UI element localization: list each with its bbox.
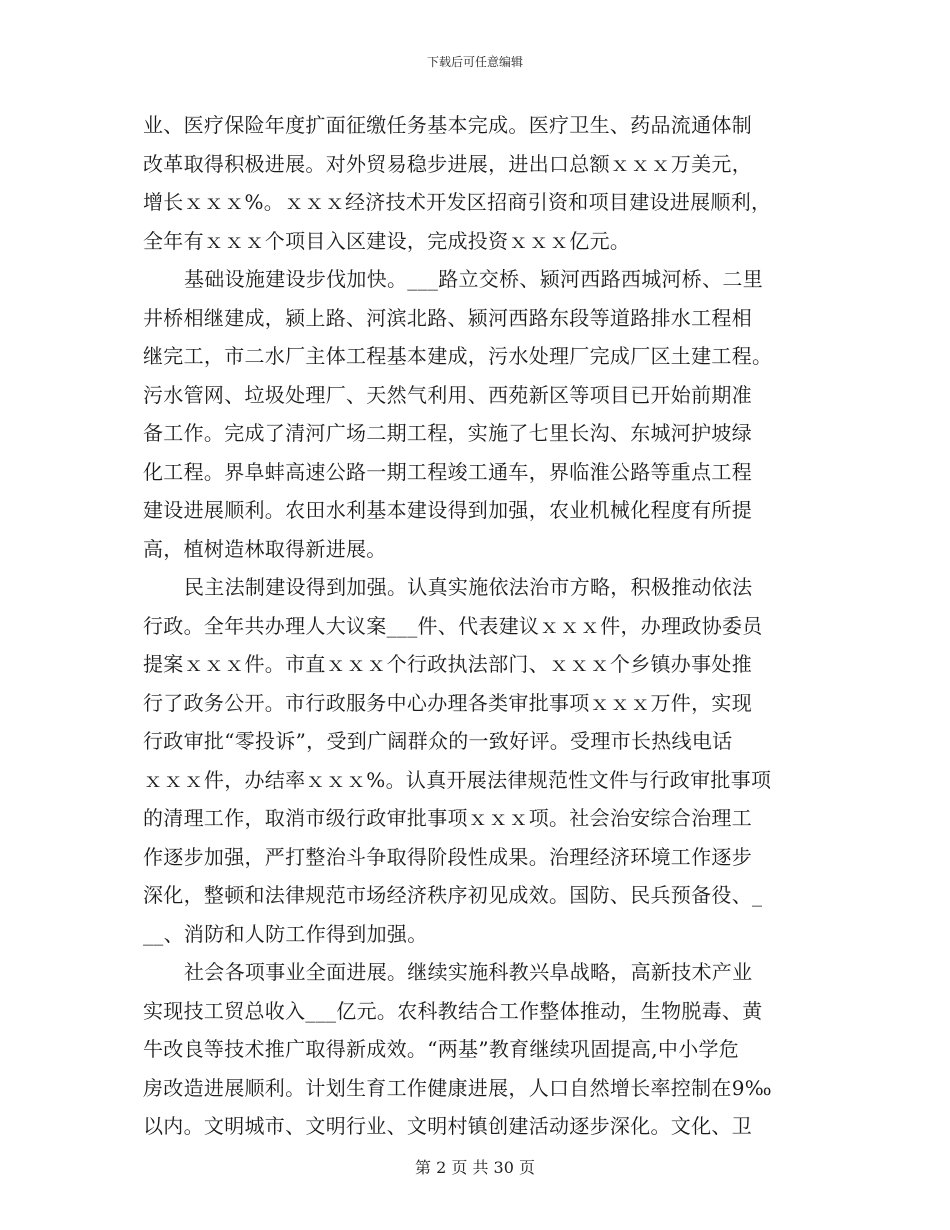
text-line: 改革取得积极进展。对外贸易稳步进展，进出口总额ｘｘｘ万美元， (143, 151, 752, 176)
page-header-note: 下载后可任意编辑 (426, 55, 523, 69)
text-line: 全年有ｘｘｘ个项目入区建设，完成投资ｘｘｘ亿元。 (143, 228, 631, 253)
text-line: 民主法制建设得到加强。认真实施依法治市方略，积极推动依法 (184, 575, 753, 599)
text-line: 提案ｘｘｘ件。市直ｘｘｘ个行政执法部门、ｘｘｘ个乡镇办事处推 (143, 652, 752, 676)
text-line: 化工程。界阜蚌高速公路一期工程竣工通车，界临淮公路等重点工程 (143, 459, 752, 484)
text-line: 深化，整顿和法律规范市场经济秩序初见成效。国防、民兵预备役、_ (143, 883, 763, 907)
text-line: 作逐步加强，严打整治斗争取得阶段性成果。治理经济环境工作逐步 (143, 844, 752, 869)
text-line: ｘｘｘ件，办结率ｘｘｘ%。认真开展法律规范性文件与行政审批事项 (143, 767, 772, 792)
text-line: 继完工，市二水厂主体工程基本建成，污水处理厂完成厂区土建工程。 (143, 344, 773, 368)
text-line: 备工作。完成了清河广场二期工程，实施了七里长沟、东城河护坡绿 (143, 421, 752, 445)
text-line: 牛改良等技术推广取得新成效。“两基”教育继续巩固提高,中小学危 (143, 1037, 740, 1061)
text-line: 房改造进展顺利。计划生育工作健康进展，人口自然增长率控制在9‰ (143, 1075, 772, 1100)
text-line: 高，植树造林取得新进展。 (143, 536, 387, 561)
text-line: 行政。全年共办理人大议案___件、代表建议ｘｘｘ件，办理政协委员 (143, 613, 763, 638)
text-line: 实现技工贸总收入___亿元。农科教结合工作整体推动，生物脱毒、黄 (143, 998, 763, 1023)
text-line: 行政审批“零投诉”，受到广阔群众的一致好评。受理市长热线电话 (143, 729, 733, 753)
text-line: 增长ｘｘｘ%。ｘｘｘ经济技术开发区招商引资和项目建设进展顺利， (143, 190, 772, 214)
text-line: 污水管网、垃圾处理厂、天然气利用、西苑新区等项目已开始前期准 (143, 382, 752, 407)
text-line: 基础设施建设步伐加快。___路立交桥、颍河西路西城河桥、二里 (184, 267, 763, 291)
text-line: 行了政务公开。市行政服务中心办理各类审批事项ｘｘｘ万件，实现 (143, 690, 752, 715)
text-line: 社会各项事业全面进展。继续实施科教兴阜战略，高新技术产业 (184, 960, 753, 984)
text-line: 的清理工作，取消市级行政审批事项ｘｘｘ项。社会治安综合治理工 (143, 806, 752, 830)
page-number: 第 2 页 共 30 页 (415, 1158, 535, 1177)
text-line: 井桥相继建成，颍上路、河滨北路、颍河西路东段等道路排水工程相 (143, 305, 752, 330)
text-line: 业、医疗保险年度扩面征缴任务基本完成。医疗卫生、药品流通体制 (143, 113, 752, 137)
text-line: __、消防和人防工作得到加强。 (143, 921, 428, 946)
text-line: 建设进展顺利。农田水利基本建设得到加强，农业机械化程度有所提 (143, 498, 752, 522)
document-body (143, 106, 813, 1146)
text-line: 以内。文明城市、文明行业、文明村镇创建活动逐步深化。文化、卫 (143, 1114, 752, 1138)
